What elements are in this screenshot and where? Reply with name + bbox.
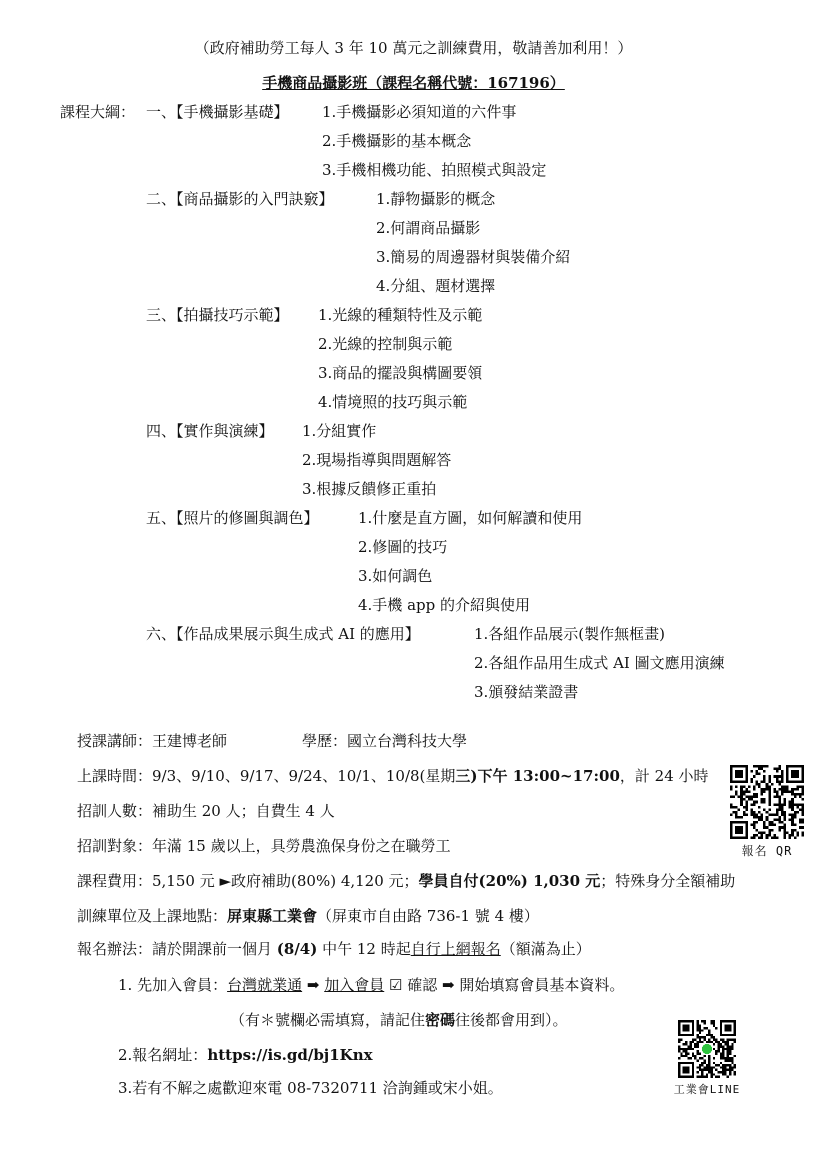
- note-prefix: （有＊號欄必需填寫，請記住: [230, 1011, 426, 1029]
- section-6-title: 六、【作品成果展示與生成式 AI 的應用】: [146, 625, 420, 643]
- fee-self-pay: 學員自付(20%) 1,030 元: [418, 872, 601, 890]
- section-2-item-1: 1.靜物攝影的概念: [376, 190, 496, 208]
- signup-mid: 中午 12 時起: [317, 940, 411, 958]
- section-6-item-1: 1.各組作品展示(製作無框畫): [474, 625, 666, 643]
- section-6-item-3: 3.頒發結業證書: [474, 683, 579, 701]
- signup-suffix: （額滿為止）: [500, 940, 591, 958]
- step-1-after: ☑ 確認 ➡ 開始填寫會員基本資料。: [384, 976, 625, 994]
- section-1-item-3: 3.手機相機功能、拍照模式與設定: [322, 161, 547, 179]
- password-note: [230, 1010, 568, 1030]
- venue-prefix: 訓練單位及上課地點：: [77, 907, 228, 925]
- section-3-item-4: 4.情境照的技巧與示範: [318, 393, 468, 411]
- section-6-item-2: 2.各組作品用生成式 AI 圖文應用演練: [474, 654, 725, 672]
- section-2-item-2: 2.何謂商品攝影: [376, 219, 481, 237]
- education: 學歷：國立台灣科技大學: [302, 732, 468, 750]
- note-password: 密碼: [425, 1011, 456, 1029]
- signup-online-link[interactable]: 自行上網報名: [410, 940, 501, 958]
- schedule-prefix: 上課時間：9/3、9/10、9/17、9/24、10/1、10/8(星期: [77, 767, 456, 785]
- schedule: [77, 766, 709, 786]
- section-1-title: 一、【手機攝影基礎】: [146, 103, 289, 121]
- section-5-item-3: 3.如何調色: [358, 567, 433, 585]
- step-1-prefix: 1. 先加入會員：: [118, 976, 228, 994]
- subsidy-note: （政府補助勞工每人 3 年 10 萬元之訓練費用，敬請善加利用！）: [194, 39, 633, 57]
- step-3: 3.若有不解之處歡迎來電 08-7320711 洽詢鍾或宋小姐。: [118, 1079, 503, 1097]
- signup-date: (8/4): [276, 940, 318, 958]
- line-qr-caption: 工業會LINE: [673, 1083, 741, 1096]
- schedule-suffix: ，計 24 小時: [619, 767, 709, 785]
- instructor: 授課講師：王建博老師: [77, 732, 228, 750]
- signup-qr-caption: 報名 QR: [741, 844, 793, 858]
- section-3-item-3: 3.商品的擺設與構圖要領: [318, 364, 483, 382]
- target: 招訓對象：年滿 15 歲以上，具勞農漁保身份之在職勞工: [77, 837, 451, 855]
- fee-prefix: 課程費用：5,150 元 ►政府補助(80%) 4,120 元；: [77, 872, 419, 890]
- signup-prefix: 報名辦法：請於開課前一個月: [77, 940, 277, 958]
- section-1-item-1: 1.手機攝影必須知道的六件事: [322, 103, 517, 121]
- section-5-title: 五、【照片的修圖與調色】: [146, 509, 319, 527]
- arrow-icon: ➡: [302, 976, 325, 994]
- signup-url-link[interactable]: https://is.gd/bj1Knx: [207, 1046, 373, 1064]
- section-4-item-1: 1.分組實作: [302, 422, 377, 440]
- signup: [77, 939, 591, 959]
- step-1: [118, 975, 624, 995]
- venue-address: （屏東市自由路 736-1 號 4 樓）: [317, 907, 539, 925]
- section-4-item-3: 3.根據反饋修正重拍: [302, 480, 437, 498]
- section-5-item-4: 4.手機 app 的介紹與使用: [358, 596, 530, 614]
- fee-suffix: ；特殊身分全額補助: [600, 872, 736, 890]
- enrollment: 招訓人數：補助生 20 人；自費生 4 人: [77, 802, 335, 820]
- section-2-title: 二、【商品攝影的入門訣竅】: [146, 190, 334, 208]
- join-member-link[interactable]: 加入會員: [324, 976, 385, 994]
- section-4-title: 四、【實作與演練】: [146, 422, 274, 440]
- section-3-title: 三、【拍攝技巧示範】: [146, 306, 289, 324]
- section-2-item-4: 4.分組、題材選擇: [376, 277, 496, 295]
- section-4-item-2: 2.現場指導與問題解答: [302, 451, 452, 469]
- venue: [77, 906, 539, 926]
- section-3-item-1: 1.光線的種類特性及示範: [318, 306, 483, 324]
- note-suffix: 往後都會用到）。: [455, 1011, 568, 1029]
- section-2-item-3: 3.簡易的周邊器材與裝備介紹: [376, 248, 571, 266]
- step-2-prefix: 2.報名網址：: [118, 1046, 208, 1064]
- outline-label: 課程大綱：: [60, 103, 136, 121]
- line-qr-code-icon: [678, 1020, 736, 1078]
- section-5-item-1: 1.什麼是直方圖，如何解讀和使用: [358, 509, 583, 527]
- taiwan-jobs-link[interactable]: 台灣就業通: [227, 976, 303, 994]
- schedule-time: 三)下午 13:00~17:00: [455, 767, 620, 785]
- venue-org: 屏東縣工業會: [227, 907, 318, 925]
- course-title: 手機商品攝影班（課程名稱代號：167196）: [262, 74, 565, 92]
- section-5-item-2: 2.修圖的技巧: [358, 538, 448, 556]
- signup-qr-code-icon: [730, 765, 804, 839]
- fee: [77, 871, 735, 891]
- section-3-item-2: 2.光線的控制與示範: [318, 335, 453, 353]
- step-2: [118, 1045, 373, 1065]
- section-1-item-2: 2.手機攝影的基本概念: [322, 132, 472, 150]
